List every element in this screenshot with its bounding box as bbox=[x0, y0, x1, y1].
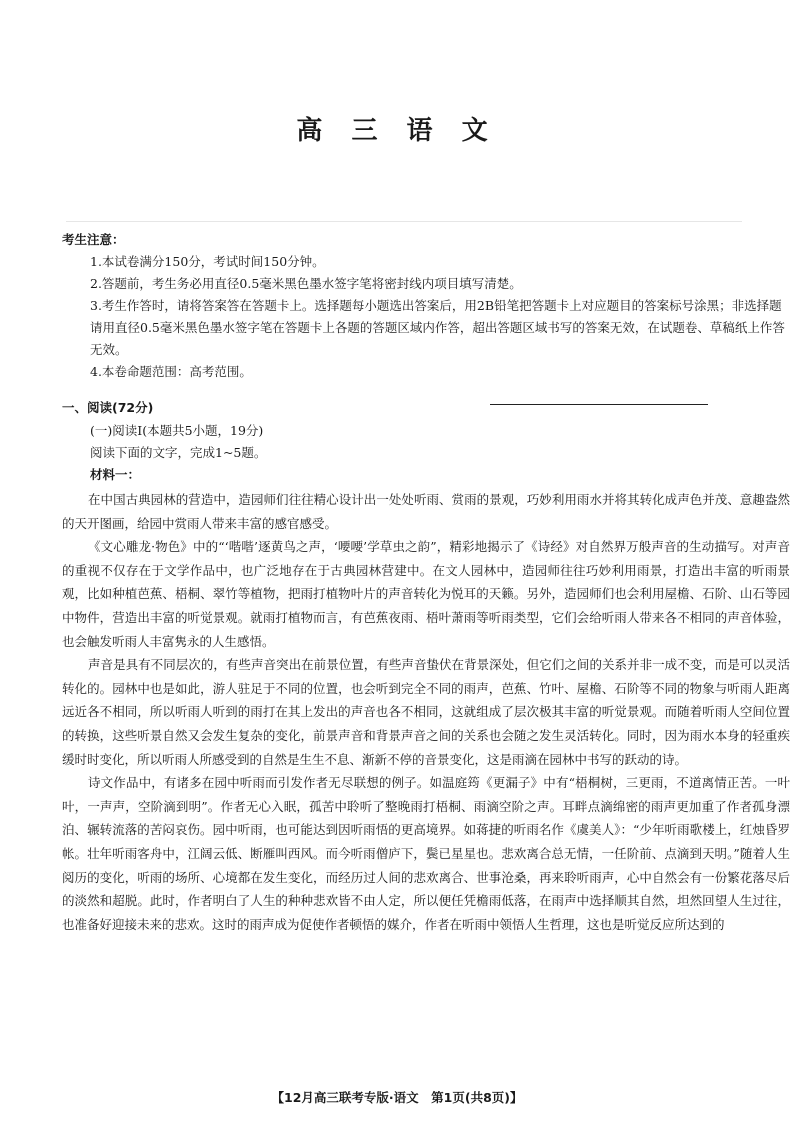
passage-paragraph-1: 在中国古典园林的营造中，造园师们往往精心设计出一处处听雨、赏雨的景观，巧妙利用雨水并将其转化成声色并茂、意趣盎然的天开图画，给园中赏雨人带来丰富的感官感受。 bbox=[62, 492, 790, 531]
page-title: 高 三 语 文 bbox=[296, 116, 498, 146]
passage-paragraph-2: 《文心雕龙·物色》中的“‘喈喈’逐黄鸟之声，‘喓喓’学草虫之韵”，精彩地揭示了《诗经》对自然界万般声音的生动描写。对声音的重视不仅存在于文学作品中，也广泛地存在于古典园林营建中。在文人园林中，造园师往往巧妙利用雨景，打造出丰富的听雨景观，比如种植芭蕉、梧桐、翠竹等植物，把雨打植物叶片的声音转化为悦耳的天籁。另外，造园师们也会利用屋檐、石阶、山石等园中物件，营造出丰富的听觉景观。就雨打植物而言，有芭蕉夜雨、梧叶萧雨等听雨类型，它们会给听雨人带来各不相同的声音体验，也会触发听雨人丰富隽永的人生感悟。 bbox=[62, 539, 790, 649]
passage-paragraph-3: 声音是具有不同层次的，有些声音突出在前景位置，有些声音蛰伏在背景深处，但它们之间的关系并非一成不变，而是可以灵活转化的。园林中也是如此，游人驻足于不同的位置，也会听到完全不同的雨声，芭蕉、竹叶、屋檐、石阶等不同的物象与听雨人距离远近各不相同，所以听雨人听到的雨打在其上发出的声音也各不相同，这就组成了层次极其丰富的听觉景观。而随着听雨人空间位置的转换，这些听景自然又会发生复杂的变化，前景声音和背景声音之间的关系也会随之发生灵活转化。同时，因为雨水本身的轻重疾缓时时变化，所以听雨人所感受到的自然是生生不息、渐新不停的音景变化，这是雨滴在园林中书写的跃动的诗。 bbox=[62, 657, 790, 767]
instruction-text: 阅读下面的文字，完成1~5题。 bbox=[90, 445, 267, 460]
notice-item-2: 2.答题前，考生务必用直径0.5毫米黑色墨水签字笔将密封线内项目填写清楚。 bbox=[90, 276, 522, 291]
notice-heading: 考生注意： bbox=[62, 232, 125, 247]
passage-paragraph-4: 诗文作品中，有诸多在园中听雨而引发作者无尽联想的例子。如温庭筠《更漏子》中有“梧桐树，三更雨，不道离情正苦。一叶叶，一声声，空阶滴到明”。作者无心入眠，孤苦中聆听了整晚雨打梧桐、雨滴空阶之声。耳畔点滴绵密的雨声更加重了作者孤身漂泊、辗转流落的苦闷哀伤。园中听雨，也可能达到因听雨悟的更高境界。如蒋捷的听雨名作《虞美人》：“少年听雨歌楼上，红烛昏罗帐。壮年听雨客舟中，江阔云低、断雁叫西风。而今听雨僧庐下，鬓已星星也。悲欢离合总无情，一任阶前、点滴到天明。”随着人生阅历的变化，听雨的场所、心境都在发生变化，而经历过人间的悲欢离合、世事沧桑，再来聆听雨声，心中自然会有一份繁花落尽后的淡然和超脱。此时，作者明白了人生的种种悲欢皆不由人定，所以便任凭檐雨低落，在雨声中选择顺其自然，坦然回望人生过往，也准备好迎接未来的悲欢。这时的雨声成为促使作者顿悟的媒介，作者在听雨中领悟人生哲理，这也是听觉反应所达到的 bbox=[62, 775, 790, 932]
page-footer: 【12月高三联考专版·语文 第1页(共8页)】 bbox=[271, 1090, 523, 1105]
notice-item-3: 3.考生作答时，请将答案答在答题卡上。选择题每小题选出答案后，用2B铅笔把答题卡上对应题目的答案标号涂黑；非选择题请用直径0.5毫米黑色墨水签字笔在答题卡上各题的答题区域内作答，超出答题区域书写的答案无效，在试题卷、草稿纸上作答无效。 bbox=[90, 298, 785, 357]
section-heading: 一、阅读(72分) bbox=[62, 400, 154, 415]
notice-item-4: 4.本卷命题范围：高考范围。 bbox=[90, 364, 252, 379]
notice-list bbox=[90, 251, 786, 383]
answer-blank-line bbox=[490, 404, 708, 405]
reading-passage bbox=[62, 488, 790, 936]
header-divider bbox=[66, 221, 742, 222]
material-label: 材料一： bbox=[90, 467, 141, 482]
subsection-title: (一)阅读Ⅰ(本题共5小题，19分) bbox=[90, 423, 264, 438]
notice-item-1: 1.本试卷满分150分，考试时间150分钟。 bbox=[90, 254, 325, 269]
